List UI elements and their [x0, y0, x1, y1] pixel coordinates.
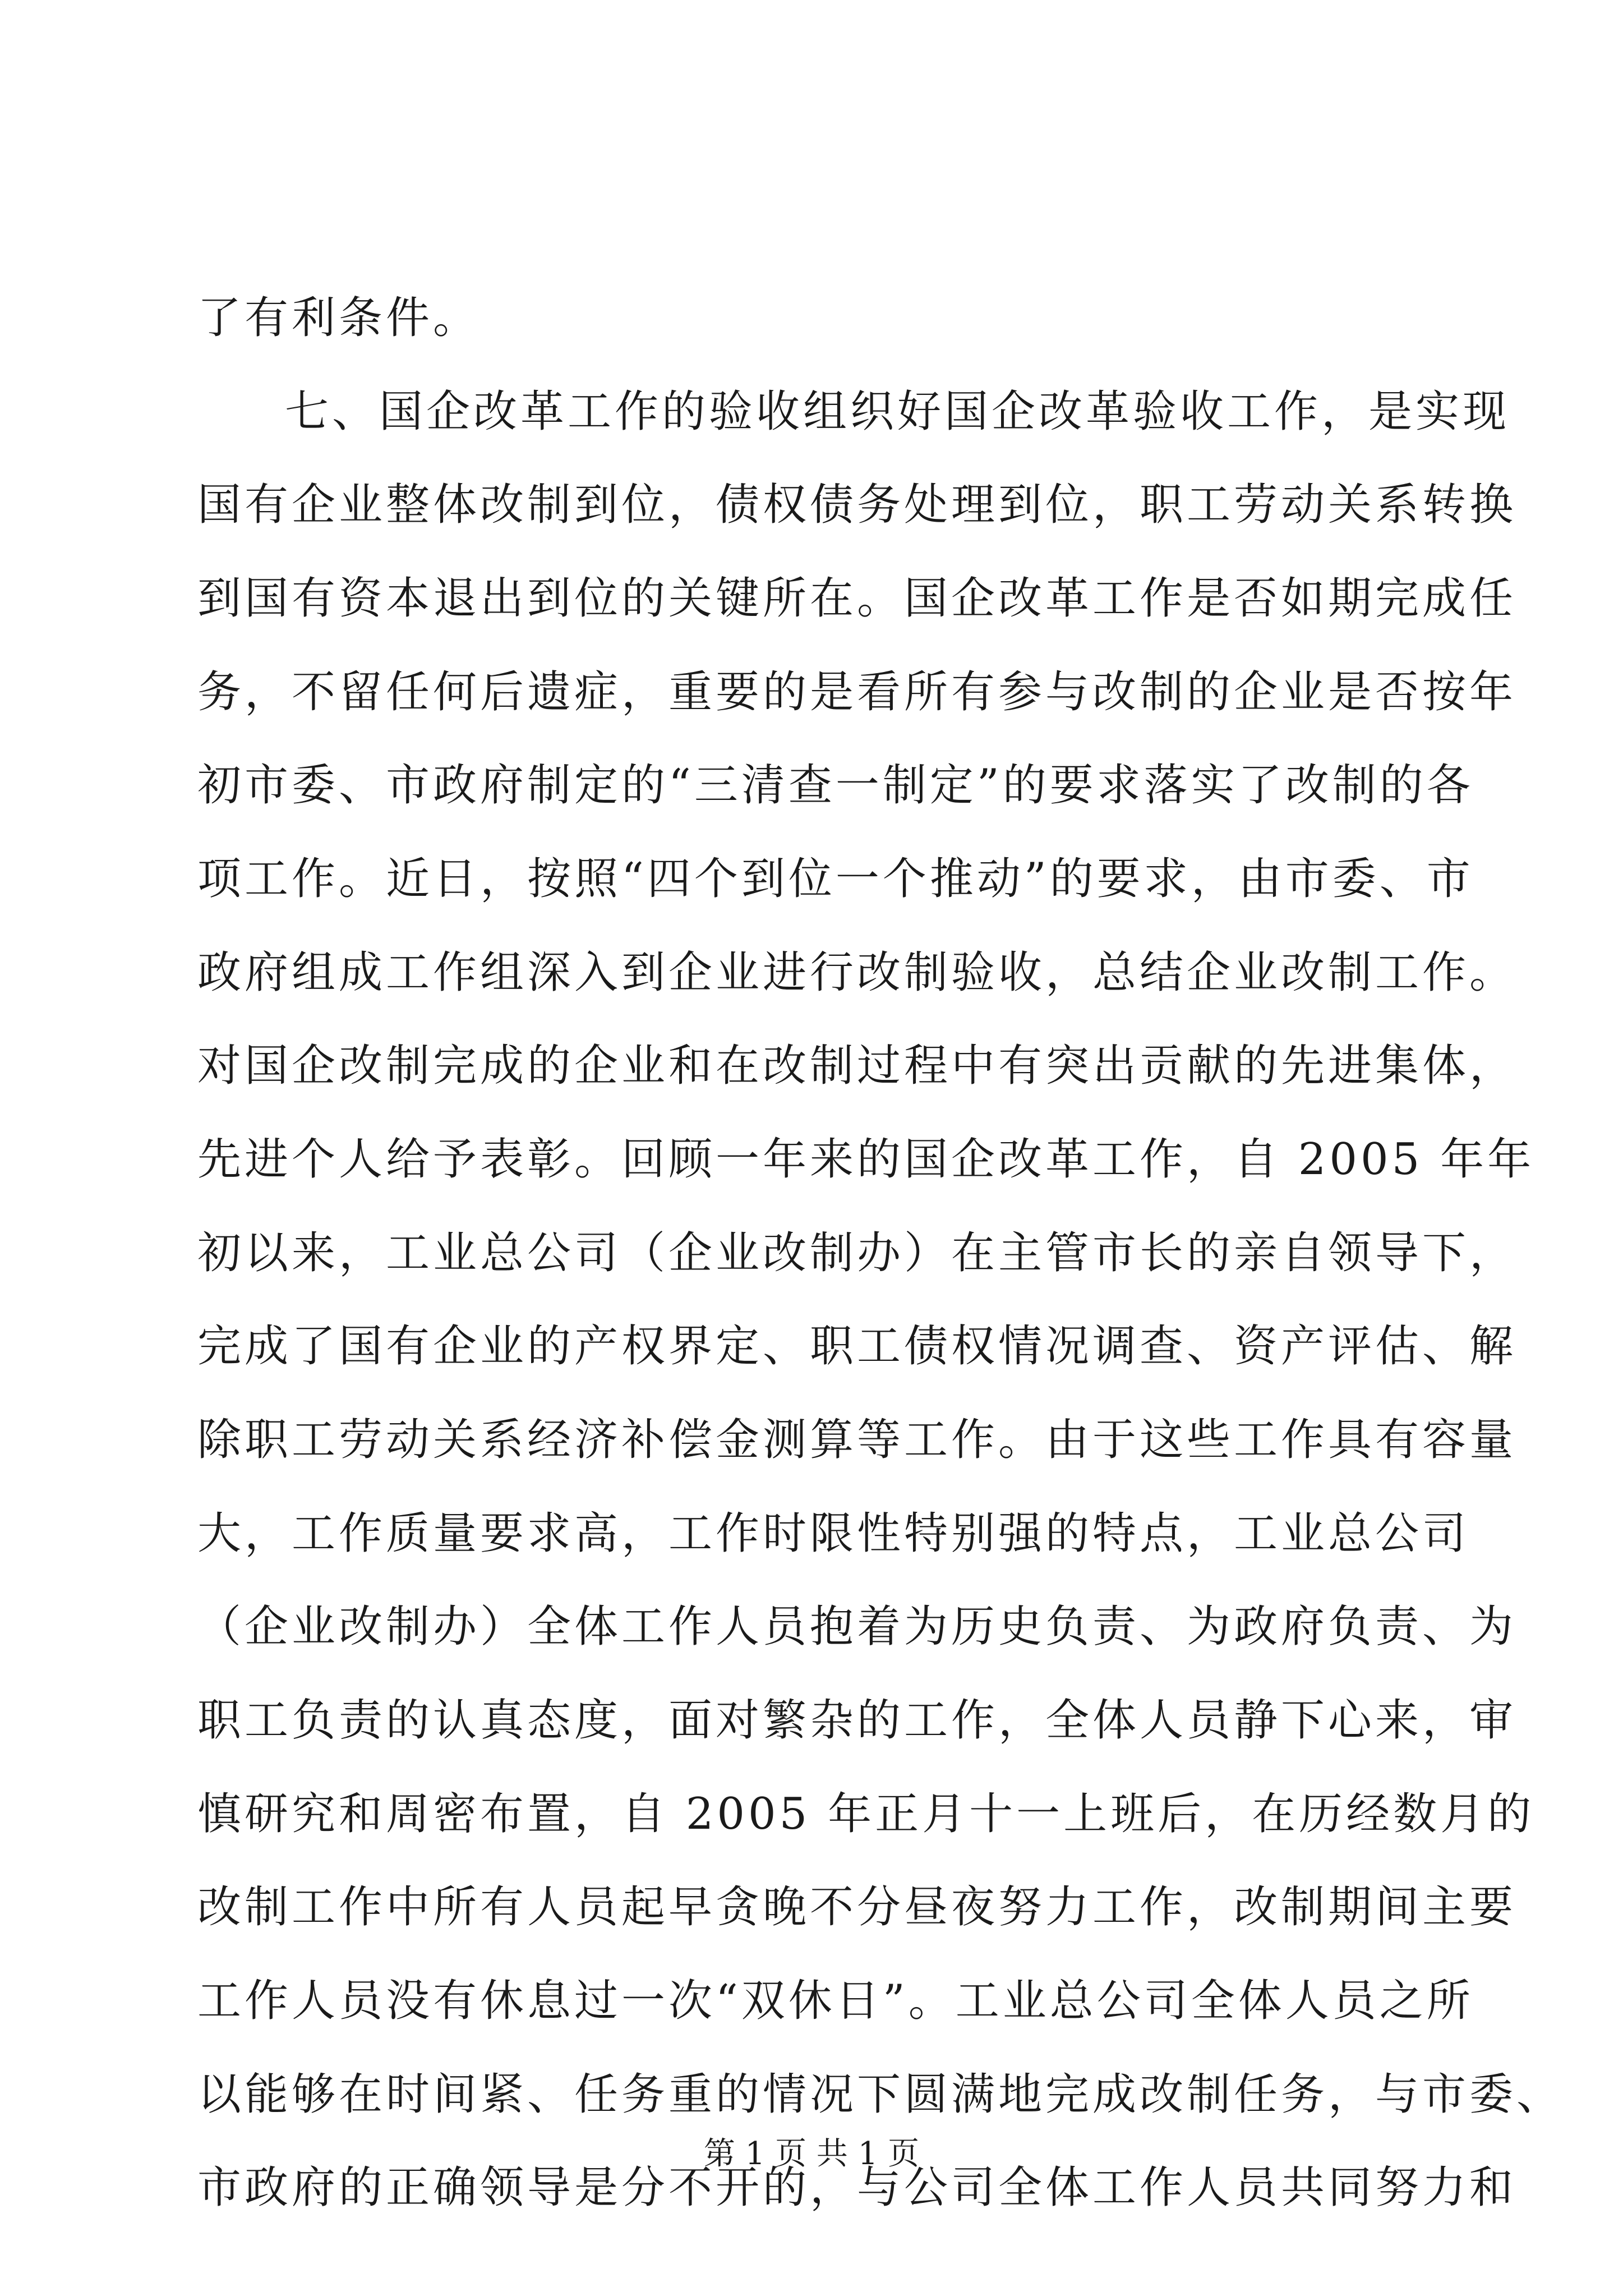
- text-line: 以能够在时间紧、任务重的情况下圆满地完成改制任务，与市委、: [197, 2069, 1564, 2120]
- text-line: 先进个人给予表彰。回顾一年来的国企改革工作，自 2005 年年: [197, 1134, 1535, 1185]
- text-line: 七、国企改革工作的验收组织好国企改革验收工作，是实现: [285, 386, 1510, 437]
- text-line: 职工负责的认真态度，面对繁杂的工作，全体人员静下心来，审: [197, 1695, 1517, 1746]
- text-line: 初市委、市政府制定的“三清查一制定”的要求落实了改制的各: [197, 760, 1474, 811]
- text-line: （企业改制办）全体工作人员抱着为历史负责、为政府负责、为: [197, 1602, 1517, 1652]
- page-footer: 第 1 页 共 1 页: [703, 2136, 920, 2172]
- text-line: 务，不留任何后遗症，重要的是看所有参与改制的企业是否按年: [197, 667, 1517, 717]
- text-line: 到国有资本退出到位的关键所在。国企改革工作是否如期完成任: [197, 573, 1517, 624]
- text-line: 初以来，工业总公司（企业改制办）在主管市长的亲自领导下，: [197, 1228, 1517, 1278]
- text-line: 除职工劳动关系经济补偿金测算等工作。由于这些工作具有容量: [197, 1415, 1517, 1465]
- text-line: 市政府的正确领导是分不开的，与公司全体工作人员共同努力和: [197, 2162, 1517, 2213]
- text-line: 了有利条件。: [197, 293, 481, 343]
- text-line: 慎研究和周密布置，自 2005 年正月十一上班后，在历经数月的: [197, 1789, 1535, 1839]
- text-line: 大，工作质量要求高，工作时限性特别强的特点，工业总公司: [197, 1508, 1470, 1559]
- text-line: 完成了国有企业的产权界定、职工债权情况调查、资产评估、解: [197, 1321, 1517, 1372]
- text-line: 改制工作中所有人员起早贪晚不分昼夜努力工作，改制期间主要: [197, 1882, 1517, 1932]
- text-line: 对国企改制完成的企业和在改制过程中有突出贡献的先进集体，: [197, 1041, 1517, 1091]
- text-line: 项工作。近日，按照“四个到位一个推动”的要求，由市委、市: [197, 854, 1474, 904]
- text-line: 政府组成工作组深入到企业进行改制验收，总结企业改制工作。: [197, 947, 1517, 998]
- text-line: 国有企业整体改制到位，债权债务处理到位，职工劳动关系转换: [197, 480, 1517, 530]
- text-line: 工作人员没有休息过一次“双休日”。工业总公司全体人员之所: [197, 1976, 1474, 2026]
